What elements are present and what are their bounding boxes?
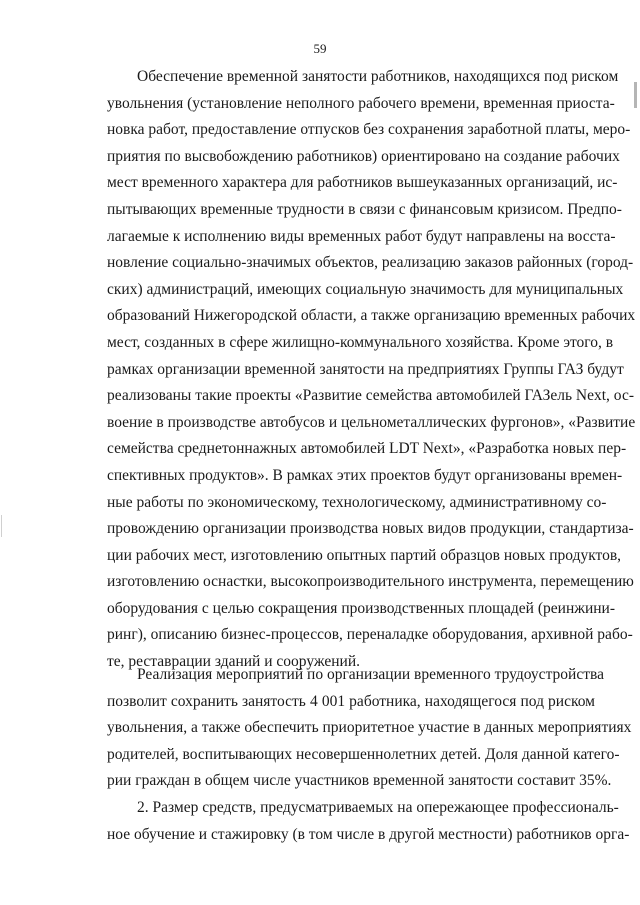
text-line: пытывающих временные трудности в связи с финансовым кризисом. Предпо- <box>107 200 622 218</box>
text-line: мест временного характера для работников вышеуказанных организаций, ис- <box>107 174 618 192</box>
text-line: мест, созданных в сфере жилищно-коммунального хозяйства. Кроме этого, в <box>107 333 614 351</box>
text-line: позволит сохранить занятость 4 001 работника, находящегося под риском <box>107 692 595 710</box>
paragraph-3 <box>107 795 630 848</box>
text-line: провождению организации производства новых видов продукции, стандартиза- <box>107 520 634 538</box>
text-line: рамках организации временной занятости на предприятиях Группы ГАЗ будут <box>107 360 624 378</box>
text-line: 2. Размер средств, предусматриваемых на опережающее профессиональ- <box>137 799 619 816</box>
text-line: ских) администраций, имеющих социальную значимость для муниципальных <box>107 280 624 298</box>
text-line: рии граждан в общем числе участников временной занятости составит 35%. <box>107 772 612 790</box>
text-line: увольнения, а также обеспечить приоритетное участие в данных мероприятиях <box>107 719 632 737</box>
page-number: 59 <box>313 41 327 56</box>
text-line: реализованы такие проекты «Развитие семейства автомобилей ГАЗель Next, ос- <box>107 387 634 405</box>
text-line: приятия по высвобождению работников) ориентировано на создание рабочих <box>107 147 620 165</box>
text-line: изготовлению оснастки, высокопроизводительного инструмента, перемещению <box>107 573 634 591</box>
text-line: родителей, воспитывающих несовершеннолетних детей. Доля данной катего- <box>107 745 620 763</box>
text-line: ринг), описанию бизнес-процессов, переналадке оборудования, архивной рабо- <box>107 626 633 644</box>
scan-edge-mark <box>634 82 637 108</box>
text-line: новка работ, предоставление отпусков без сохранения заработной платы, меро- <box>107 121 631 139</box>
text-line: семейства среднетоннажных автомобилей LDT Next», «Разработка новых пер- <box>107 440 627 458</box>
text-line: образований Нижегородской области, а также организацию временных рабочих <box>107 307 636 325</box>
text-line: воение в производстве автобусов и цельнометаллических фургонов», «Развитие <box>107 413 636 431</box>
text-line: те, реставрации зданий и сооружений. <box>107 653 361 671</box>
text-line: ции рабочих мест, изготовлению опытных партий образцов новых продуктов, <box>107 546 622 564</box>
text-line: спективных продуктов». В рамках этих проектов будут организованы времен- <box>107 466 623 484</box>
paragraph-1 <box>107 64 636 676</box>
text-line: оборудования с целью сокращения производственных площадей (реинжини- <box>107 599 615 617</box>
text-line: новление социально-значимых объектов, реализацию заказов районных (город- <box>107 254 634 272</box>
text-line: Реализация мероприятий по организации временного трудоустройства <box>137 666 604 683</box>
text-line: Обеспечение временной занятости работников, находящихся под риском <box>137 68 619 85</box>
text-line: увольнения (установление неполного рабочего времени, временная приоста- <box>107 94 615 112</box>
scan-edge-mark <box>1 515 2 537</box>
text-line: лагаемые к исполнению виды временных работ будут направлены на восста- <box>107 227 616 245</box>
text-line: ные работы по экономическому, технологическому, административному со- <box>107 493 607 511</box>
text-line: ное обучение и стажировку (в том числе в другой местности) работников орга- <box>107 825 630 843</box>
paragraph-2 <box>107 662 632 795</box>
